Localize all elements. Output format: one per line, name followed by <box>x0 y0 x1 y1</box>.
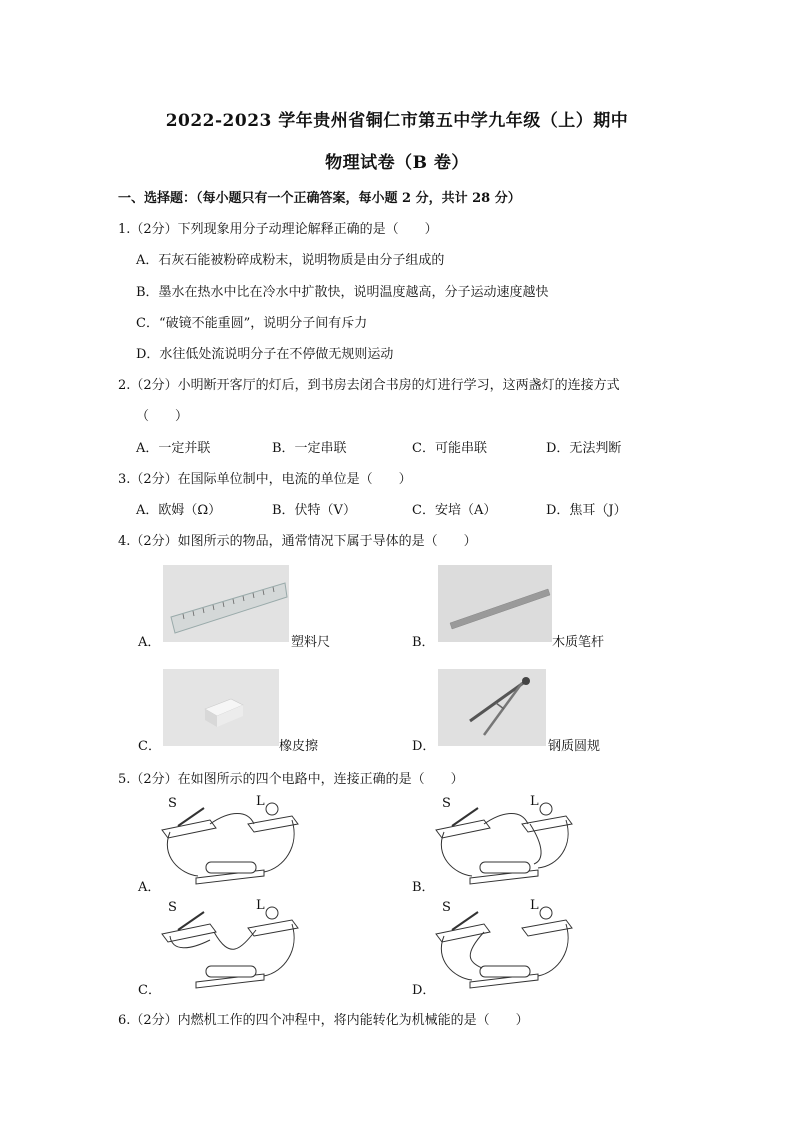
plastic-ruler-photo <box>163 565 289 642</box>
circuit-d-lamp-label: L <box>530 898 539 913</box>
circuit-diagram-d <box>434 900 584 992</box>
question-2-option-a: A．一定并联 <box>136 441 211 456</box>
question-4-option-c-caption: 橡皮擦 <box>279 739 319 754</box>
question-4-option-d-letter: D． <box>412 739 436 754</box>
question-2-stem: 2.（2分）小明断开客厅的灯后，到书房去闭合书房的灯进行学习，这两盏灯的连接方式 <box>118 378 620 393</box>
circuit-d-switch-label: S <box>442 900 451 915</box>
page-title-line2: 物理试卷（B 卷） <box>325 153 469 173</box>
question-2-option-d: D．无法判断 <box>546 441 622 456</box>
question-1-stem: 1.（2分）下列现象用分子动理论解释正确的是（ ） <box>118 222 438 237</box>
circuit-a-lamp-label: L <box>256 794 265 809</box>
circuit-c-switch-label: S <box>168 900 177 915</box>
circuit-diagram-c <box>160 900 310 992</box>
question-6-stem: 6.（2分）内燃机工作的四个冲程中，将内能转化为机械能的是（ ） <box>118 1013 529 1028</box>
steel-compass-photo <box>438 669 546 746</box>
question-4-option-b-caption: 木质笔杆 <box>552 635 605 650</box>
question-2-option-b: B．一定串联 <box>272 441 347 456</box>
eraser-photo <box>163 669 279 746</box>
question-2-stem-cont: （ ） <box>136 409 189 424</box>
question-2-option-c: C．可能串联 <box>412 441 487 456</box>
section-heading: 一、选择题：（每小题只有一个正确答案，每小题 2 分，共计 28 分） <box>118 191 521 206</box>
question-4-stem: 4.（2分）如图所示的物品，通常情况下属于导体的是（ ） <box>118 534 477 549</box>
question-5-option-b-letter: B． <box>412 880 435 895</box>
question-5-option-a-letter: A． <box>138 880 161 895</box>
circuit-c-lamp-label: L <box>256 898 265 913</box>
question-1-option-d: D．水往低处流说明分子在不停做无规则运动 <box>136 347 394 362</box>
question-4-option-d-caption: 钢质圆规 <box>548 739 601 754</box>
circuit-diagram-a <box>160 796 310 888</box>
circuit-b-switch-label: S <box>442 796 451 811</box>
question-5-option-c-letter: C． <box>138 983 161 998</box>
circuit-a-switch-label: S <box>168 796 177 811</box>
question-3-stem: 3.（2分）在国际单位制中，电流的单位是（ ） <box>118 472 412 487</box>
question-3-option-c: C．安培（A） <box>412 503 497 518</box>
question-1-option-b: B．墨水在热水中比在冷水中扩散快，说明温度越高，分子运动速度越快 <box>136 285 549 300</box>
wooden-pen-photo <box>438 565 552 642</box>
question-3-option-d: D．焦耳（J） <box>546 503 627 518</box>
question-4-option-a-letter: A． <box>138 635 161 650</box>
question-5-option-d-letter: D． <box>412 983 436 998</box>
question-5-stem: 5.（2分）在如图所示的四个电路中，连接正确的是（ ） <box>118 772 464 787</box>
circuit-diagram-b <box>434 796 584 888</box>
question-1-option-a: A．石灰石能被粉碎成粉末，说明物质是由分子组成的 <box>136 253 445 268</box>
question-3-option-a: A．欧姆（Ω） <box>136 503 222 518</box>
question-1-option-c: C．“破镜不能重圆”，说明分子间有斥力 <box>136 316 368 331</box>
question-3-option-b: B．伏特（V） <box>272 503 356 518</box>
question-4-option-a-caption: 塑料尺 <box>291 635 331 650</box>
page-title-line1: 2022-2023 学年贵州省铜仁市第五中学九年级（上）期中 <box>165 111 629 131</box>
question-4-option-b-letter: B． <box>412 635 435 650</box>
question-4-option-c-letter: C． <box>138 739 161 754</box>
circuit-b-lamp-label: L <box>530 794 539 809</box>
